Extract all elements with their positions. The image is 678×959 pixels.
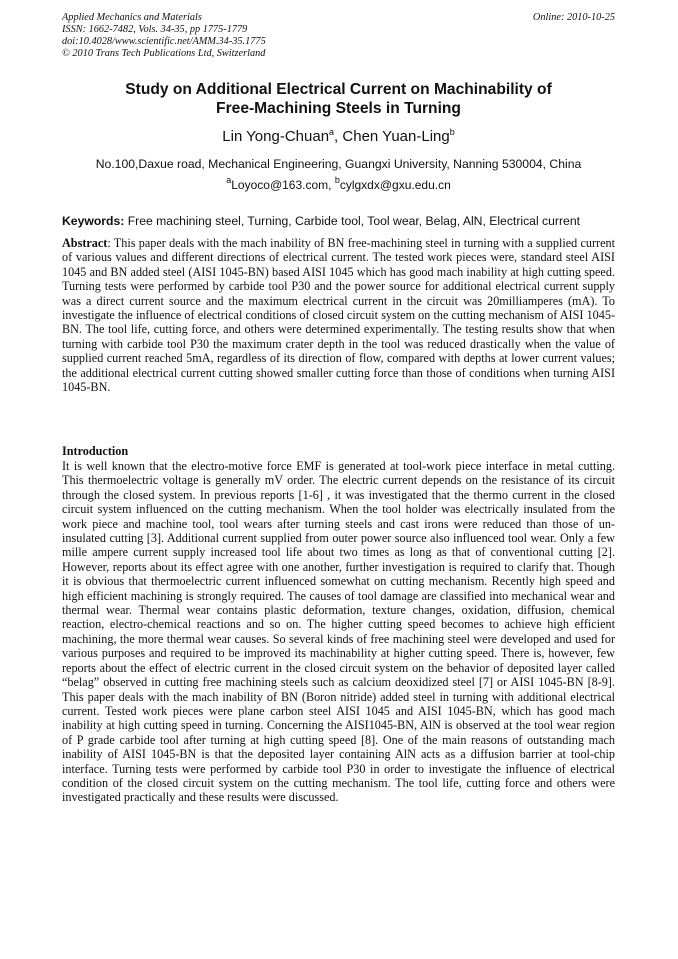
introduction-heading: Introduction bbox=[62, 444, 129, 458]
author-list bbox=[62, 128, 615, 146]
online-date: Online: 2010-10-25 bbox=[532, 12, 615, 23]
email-b: cylgxdx@gxu.edu.cn bbox=[339, 178, 451, 192]
abstract-text: : This paper deals with the mach inability of BN free-machining steel in turning with a supplied current of various values and different directions of electrical current. The tested work pieces were, standard steel AISI 1045 and BN added steel (AISI 1045-BN) based AISI 1045 which has good mach inability at high cutting speed. Turning tests were performed by carbide tool P30 and the power source for additional electrical current supply was a direct current source and the maximum electrical current in the circuit was 20milliamperes (mA). To investigate the influence of electrical conditions of closed circuit system on the cutting mechanism of AISI 1045-BN. The tool life, cutting force, and others were determined experimentally. The testing results show that when turning with carbide tool P30 the maximum crater depth in the tool was reduced drastically when the value of supplied current reached 5mA, regardless of its direction of flow, compared with depths at lower current values; the additional electrical current cutting showed smaller cutting force than those of conditions when turning AISI 1045-BN. bbox=[62, 236, 615, 395]
paper-title bbox=[62, 80, 615, 118]
keywords-label: Keywords: bbox=[62, 214, 125, 228]
email-a-mark: a bbox=[226, 175, 232, 185]
issn-line: ISSN: 1662-7482, Vols. 34-35, pp 1775-1779 bbox=[62, 24, 248, 35]
copyright-line: © 2010 Trans Tech Publications Ltd, Switzerland bbox=[62, 48, 266, 59]
author-1-affil-mark: a bbox=[329, 127, 335, 137]
author-1: Lin Yong-Chuan bbox=[222, 128, 330, 145]
author-2-affil-mark: b bbox=[449, 127, 455, 137]
keywords-text: Free machining steel, Turning, Carbide tool, Tool wear, Belag, AlN, Electrical current bbox=[124, 214, 580, 228]
keywords bbox=[62, 214, 615, 229]
doi-line: doi:10.4028/www.scientific.net/AMM.34-35.1775 bbox=[62, 36, 266, 47]
affiliation: No.100,Daxue road, Mechanical Engineering, Guangxi University, Nanning 530004, China bbox=[95, 157, 582, 171]
title-line-2: Free-Machining Steels in Turning bbox=[216, 100, 461, 117]
author-separator: , bbox=[334, 128, 343, 145]
journal-header bbox=[62, 12, 615, 60]
author-emails bbox=[62, 175, 615, 193]
introduction-text: It is well known that the electro-motive force EMF is generated at tool-work piece interface in metal cutting. This thermoelectric voltage is generally mV order. The electric current depends on the resistance of its circuit through the closed system. In previous reports [1-6] , it was investigated that the thermo current in the closed circuit system influenced on the cutting mechanism. When the tool holder was electrically insulated from the work piece and machine tool, tool wears after turning steels and cast irons were reduced than those of un-insulated cutting [3]. Additional current supplied from outer power source also influenced tool wear. Only a few mille ampere current supply increased tool life about two times as long as that of conventional cutting [2]. However, reports about its effect agree with one another, further investigation is required to clarify that. Though it is obvious that thermoelectric current influenced somewhat on cutting mechanism. Recently high speed and high efficient machining is strongly required. The causes of tool damage are classified into mechanical wear and thermal wear. Thermal wear contains plastic deformation, texture changes, oxidation, diffusion, chemical reaction, electro-chemical reactions and so on. The higher cutting speed becomes to achieve high efficient machining, the more thermal wear causes. So several kinds of free machining steel were developed and used for various purposes and required to be improved its machinability at higher cutting speed. There is, however, few reports about the effect of electric current in the closed circuit system on the behavior of deposited layer called “belag” observed in cutting free machining steels such as calcium deoxidized steel [7] or AISI 1045-BN [8-9]. This paper deals with the mach inability of BN (Boron nitride) added steel in turning with additional electrical current. Tested work pieces were plane carbon steel AISI 1045 and AISI 1045-BN, which has good mach inability at high cutting speed in turning. Concerning the AISI1045-BN, AlN is observed at the tool wear region of P grade carbide tool after turning at high cutting speed [8]. One of the main reasons of outstanding mach inability of AISI 1045-BN is that the deposited layer containing AlN acts as a diffusion barrier at tool-chip interface. Turning tests were performed by carbide tool P30 in order to investigate the influence of electrical condition of the closed circuit system on the cutting mechanism. The tool life, cutting force and others were investigated practically and these results were discussed. bbox=[62, 459, 615, 805]
title-line-1: Study on Additional Electrical Current on Machinability of bbox=[125, 81, 552, 98]
email-b-mark: b bbox=[334, 175, 340, 185]
abstract-label: Abstract bbox=[62, 236, 108, 250]
author-2: Chen Yuan-Ling bbox=[342, 128, 450, 145]
email-a: Loyoco@163.com, bbox=[231, 178, 335, 192]
journal-name: Applied Mechanics and Materials bbox=[62, 12, 202, 23]
abstract bbox=[62, 236, 615, 394]
